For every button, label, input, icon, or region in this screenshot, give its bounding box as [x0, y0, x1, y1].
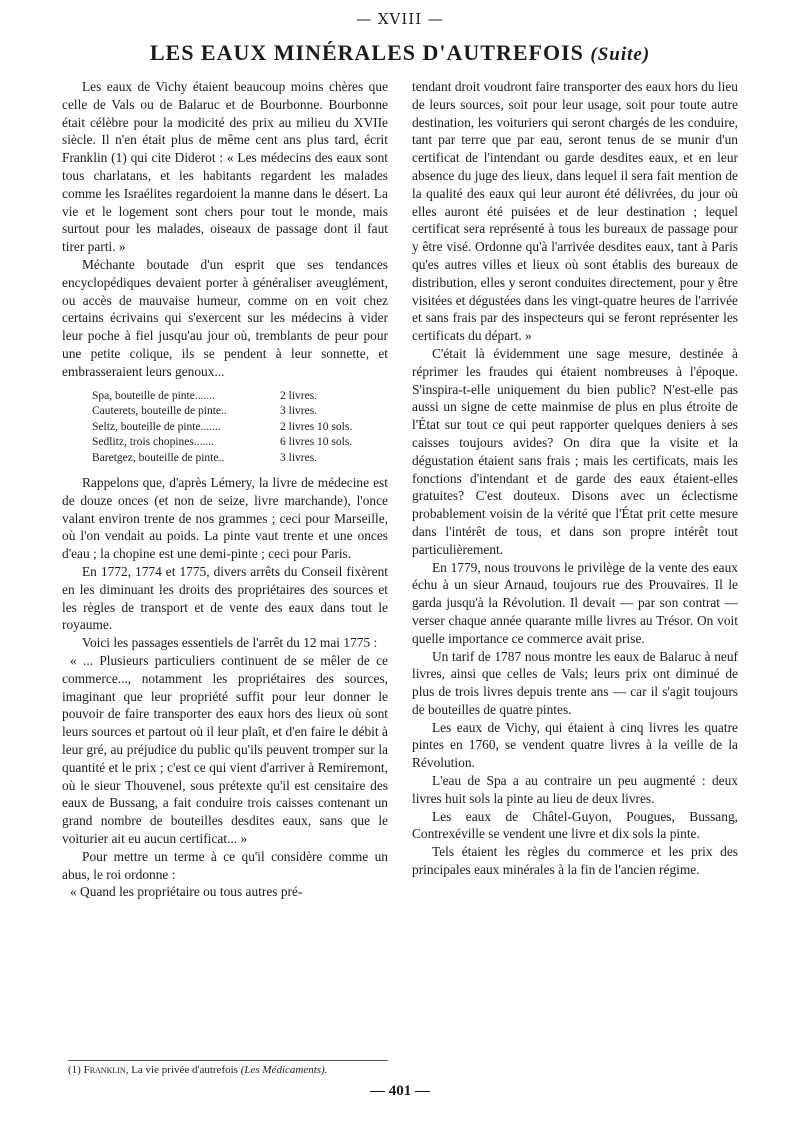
price-value: 3 livres. [280, 451, 318, 464]
title-text: LES EAUX MINÉRALES D'AUTREFOIS [149, 40, 584, 65]
paragraph: Les eaux de Châtel-Guyon, Pougues, Bussang, Contrexéville se vendent une livre et dix sols la pinte. [412, 808, 738, 842]
price-item: Sedlitz, trois chopines....... [92, 436, 215, 449]
article-title [0, 40, 800, 66]
price-list [92, 389, 352, 467]
price-row [92, 420, 352, 436]
title-suite: (Suite) [590, 44, 651, 65]
quote-paragraph: « Quand les propriétaire ou tous autres pré- [70, 884, 303, 900]
paragraph: Méchante boutade d'un esprit que ses tendances encyclopédiques devaient porter à généraliser aveuglément, ou accès de mauvaise humeur, comme on en voit chez certains écrivains qui s'exercent sur les médecins à vider leur poche à fiel jusqu'au jour où, tremblants de peur pour une petite colique, ils se pendent à leur sonnette, et embrasseraient leurs genoux... [62, 256, 388, 379]
price-row [92, 435, 352, 451]
footnote-mark: (1) [68, 1064, 81, 1076]
price-item: Baretgez, bouteille de pinte.. [92, 451, 225, 464]
left-column [62, 78, 388, 901]
footnote-author: Franklin, [83, 1064, 129, 1076]
footnote-title: La vie privée d'autrefois [131, 1064, 238, 1076]
price-item: Spa, bouteille de pinte....... [92, 389, 215, 402]
paragraph: L'eau de Spa a au contraire un peu augmenté : deux livres huit sols la pinte au lieu de deux livres. [412, 773, 738, 806]
price-item: Seltz, bouteille de pinte....... [92, 420, 221, 433]
paragraph: Voici les passages essentiels de l'arrêt du 12 mai 1775 : [82, 635, 378, 651]
price-value: 6 livres 10 sols. [280, 436, 353, 449]
price-value: 2 livres. [280, 389, 318, 402]
price-value: 3 livres. [280, 405, 318, 418]
paragraph: Un tarif de 1787 nous montre les eaux de Balaruc à neuf livres, ainsi que celles de Vals; leurs prix ont diminué de plus de trois livres depuis trente ans — car il s'agit toujours de bouteilles de quatre pintes. [412, 648, 738, 717]
paragraph: Les eaux de Vichy, qui étaient à cinq livres les quatre pintes en 1760, se vendent quatre livres à la veille de la Révolution. [412, 719, 738, 771]
page-number: — 401 — [370, 1083, 430, 1099]
quote-continuation: tendant droit voudront faire transporter des eaux hors du lieu de leurs sources, soit pour leur usage, soit pour toute autre destination, les voituriers qui seront chargés de les conduire, tant par terre que par eau, seront tenus de se munir d'un certificat de l'intendant ou garde desdites eaux, et en leur absence du juge des lieux, dans lequel il sera fait mention de la qualité des eaux qui leur auront été délivrées, du jour où elles auront été puisées et de leur destination ; lequel certificat sera représenté à tous les bureaux de passage pour y être visé. Ordonne qu'à l'arrivée desdites eaux, tant à Paris qu'es autres villes et lieux où sont établis des bureaux de distribution, elles y seront conduites directement, pour y être visitées et dégustées dans les vingt-quatre heures de l'arrivée et sans frais par des inspecteurs qui se feront représenter les certificats du départ. » [412, 79, 738, 344]
footnote-source: (Les Médicaments). [240, 1064, 328, 1076]
quote-paragraph: « ... Plusieurs particuliers continuent de se mêler de ce commerce..., notamment les propriétaires des sources, imaginant que leur propriété suffit pour leur donner le pouvoir de faire transporter des eaux hors des lieux où sont leurs sources et partout où il leur plaît, et d'en faire le débit à leur gré, au préjudice du public qu'ils peuvent tromper sur la quantité et le prix ; c'est ce qui vient d'arriver à Remiremont, où le sieur Thouvenel, sous prétexte qu'il est censitaire des eaux de Bussang, a fait conduire trois caisses contenant un grand nombre de bouteilles desdites eaux, sans que le voiturier ait eu aucun certificat... » [62, 653, 388, 846]
price-item: Cauterets, bouteille de pinte.. [92, 405, 227, 418]
right-column [412, 78, 738, 879]
paragraph: Tels étaient les règles du commerce et les prix des principales eaux minérales à la fin de l'ancien régime. [412, 844, 738, 878]
footnote [68, 1060, 388, 1076]
paragraph: En 1779, nous trouvons le privilège de la vente des eaux échu à un sieur Arnaud, toujours rue des Prouvaires. Il le garda jusqu'à la Révolution. Il devait — par son contrat — verser chaque année quarante mille livres au Trésor. On voit quelle importance ce commerce avait prise. [412, 559, 738, 646]
paragraph: En 1772, 1774 et 1775, divers arrêts du Conseil fixèrent en les diminuant les droits des propriétaires des sources et les règles de transport et de vente des eaux dans tout le royaume. [62, 564, 388, 633]
paragraph: Rappelons que, d'après Lémery, la livre de médecine est de douze onces (et non de seize, livre marchande), l'once valant environ trente de nos grammes ; ceci pour Marseille, où l'on vendait au poids. La pinte vaut trente et une onces d'eau ; la chopine est une demi-pinte ; ceci pour Paris. [62, 475, 388, 562]
section-number: — XVIII — [356, 10, 444, 28]
price-row [92, 404, 352, 420]
paragraph: C'était là évidemment une sage mesure, destinée à réprimer les fraudes qui étaient nombreuses à l'époque. S'inspira-t-elle uniquement du bien public? N'est-elle pas aussi un signe de cette mainmise de plus en plus étroite de l'État sur tout ce qui peut rapporter quelques deniers à ses caisses toujours avides? On dira que la visite et la dégustation étaient sans frais ; mais les certificats, mais les fonctions d'intendant et de garde des eaux étaient-elles gratuites? C'est douteux. Disons avec un éclectisme probablement voisin de la vérité que l'État prit cette mesure dans l'intérêt de tous, et dans son propre intérêt tout particulièrement. [412, 345, 738, 557]
price-value: 2 livres 10 sols. [280, 420, 353, 433]
paragraph: Pour mettre un terme à ce qu'il considère comme un abus, le roi ordonne : [62, 848, 388, 882]
paragraph: Les eaux de Vichy étaient beaucoup moins chères que celle de Vals ou de Balaruc et de Bourbonne. Bourbonne était célèbre pour la modicité des prix au milieu du XVIIe siècle. Il n'en était plus de même cent ans plus tard, écrit Franklin (1) qui cite Diderot : « Les médecins des eaux sont tous charlatans, et les habitants regardent les malades comme les Israélites regardoient la manne dans le désert. La vie et le logement sont chers pour tout le monde, mais surtout pour les malades, oiseaux de passage dont il faut tirer parti. » [62, 79, 388, 255]
price-row [92, 451, 352, 467]
price-row [92, 389, 352, 405]
